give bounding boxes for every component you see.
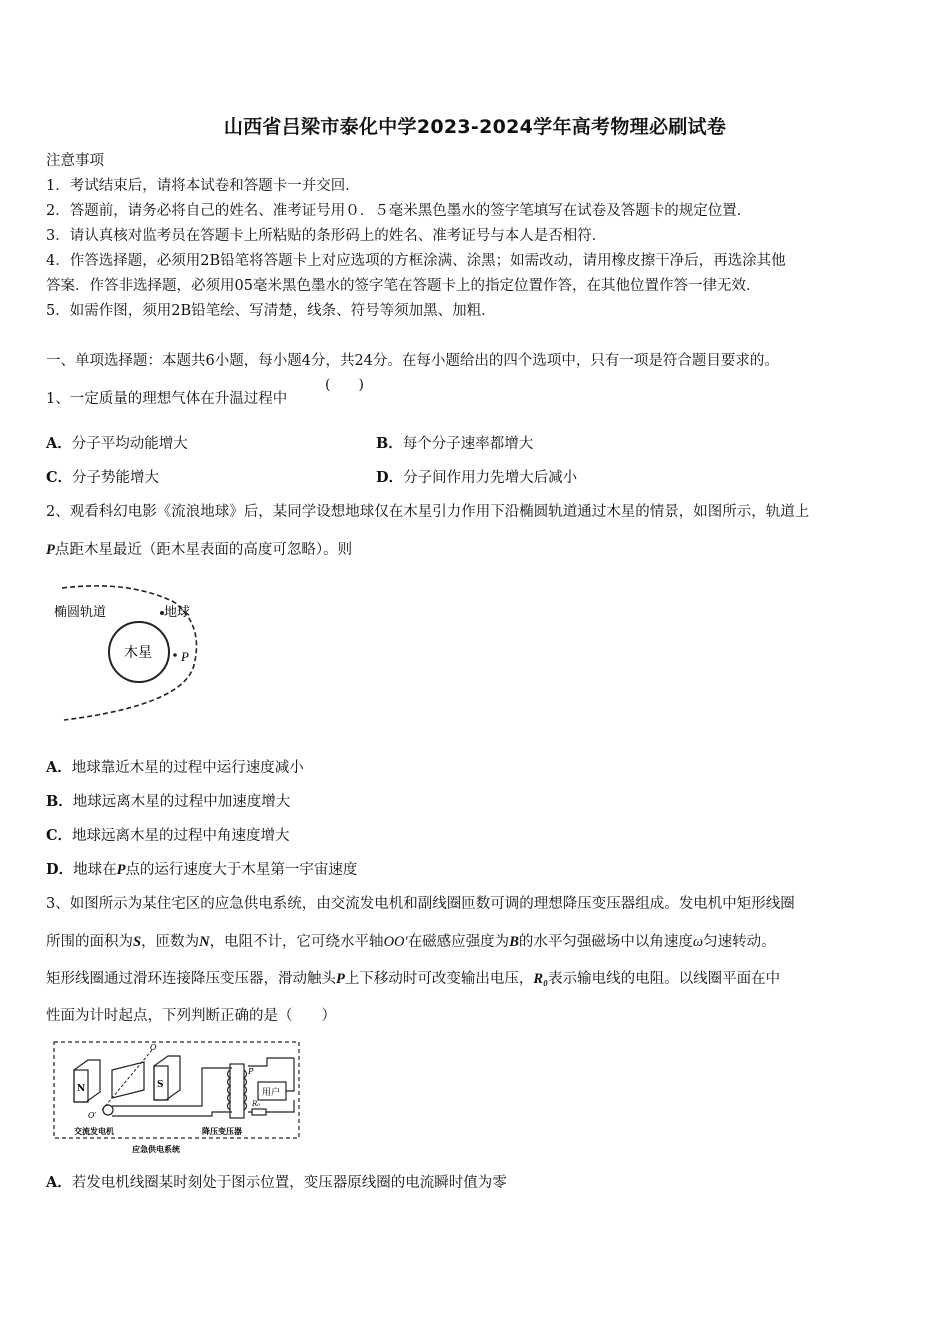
axis-o-label: O [150,1043,157,1052]
output-wire-right [286,1058,294,1091]
option-letter: A． [46,435,72,452]
option-letter: B． [376,435,403,452]
point-symbol: P [116,862,126,878]
option-text: 地球远离木星的过程中角速度增大 [72,828,290,844]
point-p-label: P [181,649,189,664]
point-p-dot [173,653,177,657]
q2-option-d [46,860,357,880]
q3-stem-line2 [46,932,776,952]
q1-option-d [376,468,577,488]
generator-label: 交流发电机 [74,1126,114,1136]
orbit-label: 椭圆轨道 [54,605,107,620]
q3-stem-line4: 性面为计时起点，下列判断正确的是（ ） [46,1008,336,1024]
symbol-p: P [336,971,345,987]
q3-text: 上下移动时可改变输出电压， [344,971,534,987]
q3-text: 的水平匀强磁场中以角速度 [518,934,693,950]
symbol-r0: R₀ [533,971,549,987]
slider-p-label: P [248,1067,254,1076]
wire-top [112,1068,232,1106]
q1-answer-paren: ( ) [325,377,364,393]
option-text: 地球远离木星的过程中加速度增大 [72,794,291,810]
transformer-core [230,1064,244,1118]
q1-option-a [46,434,188,454]
notice-item: 3．请认真核对监考员在答题卡上所粘贴的条形码上的姓名、准考证号与本人是否相符． [46,228,607,244]
resistor-label: R₀ [252,1100,261,1108]
option-letter: D． [46,861,74,878]
point-symbol: P [46,542,55,558]
option-letter: A． [46,759,72,776]
q2-option-c [46,826,290,846]
option-text: 地球在 [73,862,117,878]
option-text: 若发电机线圈某时刻处于图示位置，变压器原线圈的电流瞬时值为零 [71,1175,507,1191]
q2-option-a [46,758,304,778]
q3-text: 矩形线圈通过滑环连接降压变压器，滑动触头 [46,971,336,987]
magnet-s-label: S [157,1080,164,1090]
section-heading: 一、单项选择题：本题共6小题，每小题4分，共24分。在每小题给出的四个选项中，只有一项是符合题目要求的。 [46,353,779,369]
option-text: 分子平均动能增大 [71,436,188,452]
symbol-axis: OO′ [383,934,408,950]
notice-item: 1．考试结束后，请将本试卷和答题卡一并交回． [46,178,360,194]
option-letter: C． [46,827,73,844]
magnet-n [74,1060,100,1102]
symbol-s: S [133,934,142,950]
resistor-r0 [252,1109,266,1115]
q3-stem-line3 [46,969,780,989]
page-title: 山西省吕梁市泰化中学2023-2024学年高考物理必刷试卷 [223,116,727,138]
q1-option-b [376,434,533,454]
q3-text: 所围的面积为 [46,934,133,950]
option-text: 分子间作用力先增大后减小 [403,470,578,486]
user-label: 用户 [262,1088,281,1098]
option-letter: A． [46,1174,72,1191]
symbol-n: N [199,934,210,950]
option-letter: C． [46,469,73,486]
q3-text: 在磁感应强度为 [407,934,510,950]
jupiter-label: 木星 [124,645,152,661]
q3-text: ，电阻不计，它可绕水平轴 [209,934,384,950]
q3-option-a [46,1173,507,1193]
q2-stem-line2 [46,540,352,560]
notice-heading: 注意事项 [46,153,104,169]
slip-ring [103,1105,113,1115]
power-system-figure [52,1040,304,1158]
symbol-omega: ω [692,934,704,950]
q2-option-b [46,792,290,812]
q2-stem-text: 点距木星最近（距木星表面的高度可忽略）。则 [54,542,353,558]
wire-bottom [112,1112,232,1116]
symbol-b: B [509,934,519,950]
option-letter: D． [376,469,404,486]
option-text: 地球靠近木星的过程中运行速度减小 [71,760,304,776]
option-letter: B． [46,793,73,810]
earth-label: 地球 [164,605,191,620]
option-text: 每个分子速率都增大 [402,436,534,452]
notice-item: 5．如需作图，须用2B铅笔绘、写清楚，线条、符号等须加黑、加粗． [46,303,496,319]
system-caption: 应急供电系统 [132,1144,180,1154]
option-text: 分子势能增大 [72,470,160,486]
q3-stem-line1: 3、如图所示为某住宅区的应急供电系统，由交流发电机和副线圈匝数可调的理想降压变压器组成。发电机中矩形线圈 [46,896,795,912]
transformer-label: 降压变压器 [202,1126,242,1136]
axis-o2-label: O′ [88,1111,97,1120]
q3-text: 匀速转动。 [703,934,776,950]
q2-stem-line1: 2、观看科幻电影《流浪地球》后，某同学设想地球仅在木星引力作用下沿椭圆轨道通过木星的情景，如图所示，轨道上 [46,504,810,520]
output-wire-top [248,1058,294,1066]
magnet-s [154,1056,180,1100]
notice-item: 2．答题前，请务必将自己的姓名、准考证号用０．５毫米黑色墨水的签字笔填写在试卷及答题卡的规定位置． [46,203,752,219]
orbit-figure [44,580,214,725]
q3-text: 表示输电线的电阻。以线圈平面在中 [548,971,781,987]
q1-option-c [46,468,159,488]
notice-item: 答案．作答非选择题，必须用05毫米黑色墨水的签字笔在答题卡上的指定位置作答，在其他位置作答一律无效． [46,278,761,294]
option-text: 点的运行速度大于木星第一宇宙速度 [125,862,358,878]
q1-stem: 1、一定质量的理想气体在升温过程中 [46,391,288,407]
magnet-n-label: N [77,1084,86,1094]
q3-text: ，匝数为 [141,934,200,950]
notice-item: 4．作答选择题，必须用2B铅笔将答题卡上对应选项的方框涂满、涂黑；如需改动，请用橡皮擦干净后，再选涂其他 [46,253,786,269]
